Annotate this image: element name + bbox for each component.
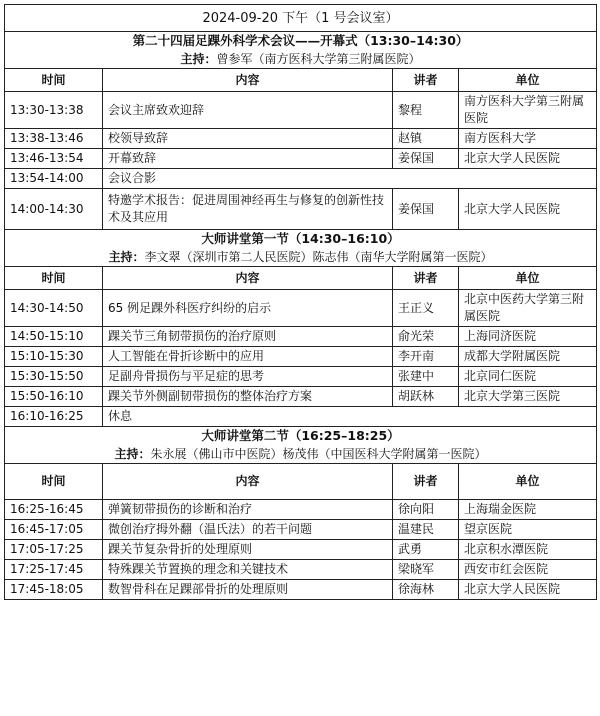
content-cell: 会议主席致欢迎辞: [103, 92, 393, 129]
section-header: [5, 32, 597, 69]
time-cell: 14:50-15:10: [5, 327, 103, 347]
section-title: 大师讲堂第二节（16:25–18:25）: [201, 428, 400, 443]
time-cell: 16:45-17:05: [5, 520, 103, 540]
table-row: [5, 92, 597, 129]
unit-cell: 成都大学附属医院: [459, 347, 597, 367]
speaker-cell: 温建民: [393, 520, 459, 540]
section-header: [5, 230, 597, 267]
section-header: [5, 427, 597, 464]
table-row: [5, 129, 597, 149]
host-names: 曾参军（南方医科大学第三附属医院）: [216, 52, 421, 66]
speaker-cell: 俞光荣: [393, 327, 459, 347]
section-title: 大师讲堂第一节（14:30–16:10）: [201, 231, 400, 246]
unit-cell: 望京医院: [459, 520, 597, 540]
section-host: [10, 248, 591, 266]
content-cell: 弹簧韧带损伤的诊断和治疗: [103, 500, 393, 520]
speaker-cell: 姜保国: [393, 149, 459, 169]
section-host: [10, 50, 591, 68]
content-cell: 数智骨科在足踝部骨折的处理原则: [103, 580, 393, 600]
col-time-header: 时间: [5, 267, 103, 290]
host-label: 主持：: [114, 447, 151, 461]
unit-cell: 北京大学第三医院: [459, 387, 597, 407]
column-header-row: [5, 69, 597, 92]
col-unit-header: 单位: [459, 464, 597, 500]
time-cell: 16:10-16:25: [5, 407, 103, 427]
col-content-header: 内容: [103, 267, 393, 290]
content-cell: 特邀学术报告：促进周围神经再生与修复的创新性技术及其应用: [103, 189, 393, 230]
speaker-cell: 王正义: [393, 290, 459, 327]
time-cell: 15:50-16:10: [5, 387, 103, 407]
table-row: [5, 407, 597, 427]
time-cell: 16:25-16:45: [5, 500, 103, 520]
speaker-cell: 梁晓军: [393, 560, 459, 580]
table-row: [5, 189, 597, 230]
unit-cell: 北京大学人民医院: [459, 149, 597, 169]
host-label: 主持：: [108, 250, 145, 264]
time-cell: 14:00-14:30: [5, 189, 103, 230]
date-row: [5, 5, 597, 32]
col-content-header: 内容: [103, 464, 393, 500]
time-cell: 17:25-17:45: [5, 560, 103, 580]
section-host: [10, 445, 591, 463]
time-cell: 17:45-18:05: [5, 580, 103, 600]
content-cell: 人工智能在骨折诊断中的应用: [103, 347, 393, 367]
time-cell: 15:10-15:30: [5, 347, 103, 367]
host-names: 朱永展（佛山市中医院）杨茂伟（中国医科大学附属第一医院）: [150, 447, 487, 461]
content-cell: 足副舟骨损伤与平足症的思考: [103, 367, 393, 387]
unit-cell: 北京积水潭医院: [459, 540, 597, 560]
table-row: [5, 169, 597, 189]
speaker-cell: 张建中: [393, 367, 459, 387]
unit-cell: 西安市红会医院: [459, 560, 597, 580]
content-cell: 踝关节三角韧带损伤的治疗原则: [103, 327, 393, 347]
time-cell: 13:30-13:38: [5, 92, 103, 129]
speaker-cell: 赵镇: [393, 129, 459, 149]
unit-cell: 上海同济医院: [459, 327, 597, 347]
unit-cell: 北京同仁医院: [459, 367, 597, 387]
host-names: 李文翠（深圳市第二人民医院）陈志伟（南华大学附属第一医院）: [144, 250, 493, 264]
time-cell: 13:38-13:46: [5, 129, 103, 149]
table-row: [5, 540, 597, 560]
content-cell: 微创治疗拇外翻（温氏法）的若干问题: [103, 520, 393, 540]
section-title: 第二十四届足踝外科学术会议——开幕式（13:30–14:30）: [132, 33, 469, 48]
col-unit-header: 单位: [459, 267, 597, 290]
content-cell: 休息: [103, 407, 597, 427]
column-header-row: [5, 267, 597, 290]
col-time-header: 时间: [5, 69, 103, 92]
table-row: [5, 560, 597, 580]
table-row: [5, 387, 597, 407]
unit-cell: 南方医科大学第三附属医院: [459, 92, 597, 129]
content-cell: 踝关节外侧副韧带损伤的整体治疗方案: [103, 387, 393, 407]
table-row: [5, 347, 597, 367]
column-header-row: [5, 464, 597, 500]
speaker-cell: 李开南: [393, 347, 459, 367]
schedule-table: [4, 4, 597, 600]
speaker-cell: 黎程: [393, 92, 459, 129]
unit-cell: 上海瑞金医院: [459, 500, 597, 520]
col-speaker-header: 讲者: [393, 267, 459, 290]
col-time-header: 时间: [5, 464, 103, 500]
table-row: [5, 327, 597, 347]
date-header: 2024-09-20 下午（1 号会议室）: [5, 5, 597, 32]
unit-cell: 北京大学人民医院: [459, 189, 597, 230]
table-row: [5, 500, 597, 520]
col-content-header: 内容: [103, 69, 393, 92]
unit-cell: 南方医科大学: [459, 129, 597, 149]
time-cell: 13:46-13:54: [5, 149, 103, 169]
content-cell: 校领导致辞: [103, 129, 393, 149]
content-cell: 开幕致辞: [103, 149, 393, 169]
content-cell: 踝关节复杂骨折的处理原则: [103, 540, 393, 560]
time-cell: 13:54-14:00: [5, 169, 103, 189]
host-label: 主持：: [180, 52, 217, 66]
unit-cell: 北京中医药大学第三附属医院: [459, 290, 597, 327]
col-speaker-header: 讲者: [393, 464, 459, 500]
unit-cell: 北京大学人民医院: [459, 580, 597, 600]
speaker-cell: 徐海林: [393, 580, 459, 600]
time-cell: 17:05-17:25: [5, 540, 103, 560]
content-cell: 65 例足踝外科医疗纠纷的启示: [103, 290, 393, 327]
col-speaker-header: 讲者: [393, 69, 459, 92]
table-row: [5, 290, 597, 327]
speaker-cell: 姜保国: [393, 189, 459, 230]
content-cell: 特殊踝关节置换的理念和关键技术: [103, 560, 393, 580]
speaker-cell: 胡跃林: [393, 387, 459, 407]
col-unit-header: 单位: [459, 69, 597, 92]
speaker-cell: 徐向阳: [393, 500, 459, 520]
table-row: [5, 520, 597, 540]
time-cell: 15:30-15:50: [5, 367, 103, 387]
speaker-cell: 武勇: [393, 540, 459, 560]
table-row: [5, 367, 597, 387]
time-cell: 14:30-14:50: [5, 290, 103, 327]
content-cell: 会议合影: [103, 169, 597, 189]
table-row: [5, 580, 597, 600]
table-row: [5, 149, 597, 169]
